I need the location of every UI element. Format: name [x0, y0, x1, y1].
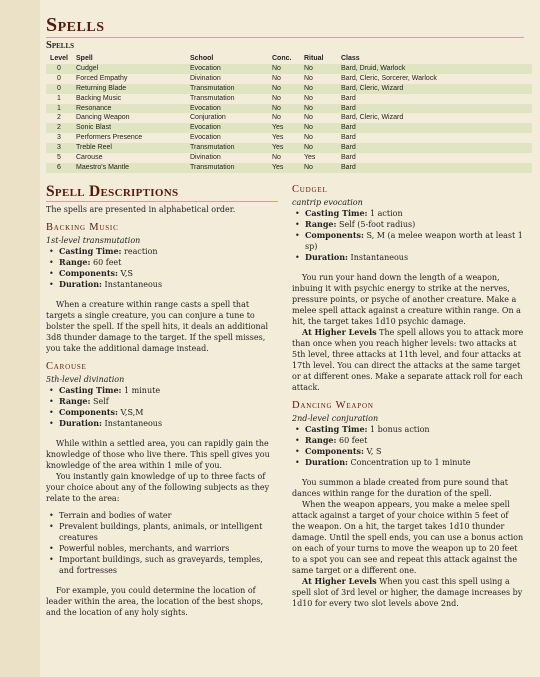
cell-concentration: No: [272, 104, 281, 112]
cell-ritual: No: [304, 104, 313, 112]
table-row: [46, 84, 532, 94]
spell-higher-levels: At Higher Levels The spell allows you to attack more than once when you reach higher levels: two attacks at 5th level, three attacks at 11th level, and four attacks at 17th level. You can direct the attacks at the same target or at different ones. Make a separate attack roll for each attack.: [292, 326, 524, 392]
cell-spell: Dancing Weapon: [76, 114, 130, 122]
cell-level: 0: [57, 74, 61, 82]
cell-spell: Forced Empathy: [76, 74, 128, 82]
cell-school: Transmutation: [190, 144, 235, 152]
cell-level: 3: [57, 144, 61, 152]
cell-ritual: No: [304, 84, 313, 92]
cell-spell: Resonance: [76, 104, 112, 112]
table-row: [46, 104, 532, 114]
title-divider: [46, 37, 524, 38]
cell-concentration: No: [272, 74, 281, 82]
header-class: Class: [341, 55, 360, 62]
cell-spell: Maestro's Mantle: [76, 163, 130, 171]
cell-ritual: No: [304, 124, 313, 132]
header-spell: Spell: [76, 55, 93, 62]
table-row: [46, 133, 532, 143]
cell-school: Divination: [190, 154, 221, 162]
property-duration: • Duration: Instantaneous: [305, 252, 524, 263]
cell-level: 5: [57, 154, 61, 162]
spell-body: You instantly gain knowledge of up to three facts of your choice about any of the following subjects as they relate to the area:: [46, 471, 270, 503]
cell-class: Bard, Cleric, Wizard: [341, 114, 404, 122]
cell-school: Transmutation: [190, 163, 235, 171]
property-duration: • Duration: Concentration up to 1 minute: [305, 457, 524, 468]
cell-ritual: Yes: [304, 154, 316, 162]
carouse-subject-list: [46, 510, 278, 576]
spell-body: You summon a blade created from pure sound that dances within range for the duration of the spell.: [292, 477, 508, 498]
cell-class: Bard: [341, 124, 356, 132]
property-range: • Range: 60 feet: [305, 435, 524, 446]
cell-level: 3: [57, 134, 61, 142]
property-casting-time: • Casting Time: 1 action: [305, 208, 524, 219]
property-components: • Components: V, S: [305, 446, 524, 457]
cell-class: Bard: [341, 163, 356, 171]
property-duration: • Duration: Instantaneous: [59, 279, 278, 290]
property-range: • Range: Self (5-foot radius): [305, 219, 524, 230]
list-item: • Prevalent buildings, plants, animals, or intelligent creatures: [59, 521, 278, 543]
table-caption: Spells: [46, 40, 75, 51]
cell-school: Transmutation: [190, 94, 235, 102]
list-item: • Important buildings, such as graveyards, temples, and fortresses: [59, 554, 278, 576]
property-casting-time: • Casting Time: 1 minute: [59, 385, 278, 396]
cell-spell: Returning Blade: [76, 84, 127, 92]
spell-body: For example, you could determine the location of leader within the area, the location of the best shops, and the location of any holy sights.: [46, 585, 264, 617]
cell-spell: Backing Music: [76, 94, 122, 102]
property-components: • Components: V,S: [59, 268, 278, 279]
table-row: [46, 143, 532, 153]
header-concentration: Conc.: [272, 55, 292, 62]
cell-school: Evocation: [190, 64, 221, 72]
cell-ritual: No: [304, 64, 313, 72]
spell-name-backing-music: Backing Music: [46, 221, 119, 233]
spell-type: cantrip evocation: [292, 197, 363, 207]
cell-class: Bard: [341, 154, 356, 162]
cell-concentration: No: [272, 84, 281, 92]
property-components: • Components: S, M (a melee weapon worth at least 1 sp): [305, 230, 524, 252]
spell-name-carouse: Carouse: [46, 360, 87, 372]
table-row: [46, 74, 532, 84]
table-row: [46, 153, 532, 163]
cell-ritual: No: [304, 74, 313, 82]
cell-school: Evocation: [190, 124, 221, 132]
cell-concentration: No: [272, 94, 281, 102]
property-range: • Range: Self: [59, 396, 278, 407]
cell-school: Transmutation: [190, 84, 235, 92]
property-range: • Range: 60 feet: [59, 257, 278, 268]
cell-concentration: No: [272, 64, 281, 72]
page-title: Spells: [46, 14, 105, 36]
spell-body: When the weapon appears, you make a melee spell attack against a target of your choice within 5 feet of the weapon. On a hit, the target takes 1d10 thunder damage. Until the spell ends, you can use a bonus action on each of your turns to move the weapon up to 20 feet to a spot you can see and repeat this attack against the same target or a different one.: [292, 499, 524, 575]
cell-class: Bard, Cleric, Sorcerer, Warlock: [341, 74, 437, 82]
spell-properties: [292, 424, 524, 468]
cell-ritual: No: [304, 94, 313, 102]
cell-level: 1: [57, 94, 61, 102]
right-column: [292, 183, 524, 618]
cell-concentration: No: [272, 114, 281, 122]
spell-body: While within a settled area, you can rapidly gain the knowledge of those who live there. This spell gives you knowledge of the area within 1 mile of you.: [46, 438, 270, 470]
table-row: [46, 113, 532, 123]
spells-table: [46, 54, 532, 173]
cell-concentration: Yes: [272, 144, 284, 152]
property-duration: • Duration: Instantaneous: [59, 418, 278, 429]
header-ritual: Ritual: [304, 55, 324, 62]
cell-class: Bard: [341, 94, 356, 102]
cell-ritual: No: [304, 144, 313, 152]
header-school: School: [190, 55, 214, 62]
cell-level: 1: [57, 104, 61, 112]
cell-school: Evocation: [190, 104, 221, 112]
cell-spell: Carouse: [76, 154, 103, 162]
spell-name-cudgel: Cudgel: [292, 183, 328, 195]
cell-concentration: No: [272, 154, 281, 162]
list-item: • Powerful nobles, merchants, and warriors: [59, 543, 278, 554]
table-header-row: [46, 54, 532, 64]
cell-class: Bard, Druid, Warlock: [341, 64, 406, 72]
cell-level: 0: [57, 64, 61, 72]
cell-school: Divination: [190, 74, 221, 82]
cell-class: Bard, Cleric, Wizard: [341, 84, 404, 92]
cell-concentration: Yes: [272, 163, 284, 171]
cell-spell: Treble Reel: [76, 144, 112, 152]
property-casting-time: • Casting Time: reaction: [59, 246, 278, 257]
cell-ritual: No: [304, 134, 313, 142]
cell-level: 2: [57, 124, 61, 132]
spell-properties: [46, 246, 278, 290]
property-components: • Components: V,S,M: [59, 407, 278, 418]
cell-level: 0: [57, 84, 61, 92]
section-heading-descriptions: Spell Descriptions: [46, 182, 179, 200]
spell-name-dancing-weapon: Dancing Weapon: [292, 399, 374, 411]
spell-type: 5th-level divination: [46, 374, 125, 384]
cell-ritual: No: [304, 163, 313, 171]
cell-class: Bard: [341, 104, 356, 112]
spell-higher-levels: At Higher Levels When you cast this spell using a spell slot of 3rd level or higher, the damage increases by 1d10 for every two slot levels above 2nd.: [292, 575, 523, 608]
cell-ritual: No: [304, 114, 313, 122]
table-row: [46, 123, 532, 133]
spell-type: 1st-level transmutation: [46, 235, 141, 245]
cell-spell: Performers Presence: [76, 134, 143, 142]
spell-body: You run your hand down the length of a weapon, inbuing it with psychic energy to strike at the nerves, pressure points, or psyche of another creature. Make a melee spell attack against a creature within range. On a hit, the target takes 1d10 psychic damage.: [292, 272, 521, 326]
property-casting-time: • Casting Time: 1 bonus action: [305, 424, 524, 435]
header-level: Level: [50, 55, 68, 62]
spell-body: When a creature within range casts a spell that targets a single creature, you can conjure a tune to bolster the spell. If the spell hits, it deals an additional 3d8 thunder damage to the target. If the spell misses, you take the additional damage instead.: [46, 299, 269, 353]
cell-class: Bard: [341, 144, 356, 152]
cell-level: 2: [57, 114, 61, 122]
cell-class: Bard: [341, 134, 356, 142]
cell-concentration: Yes: [272, 124, 284, 132]
spell-properties: [292, 208, 524, 263]
table-row: [46, 64, 532, 74]
descriptions-intro: The spells are presented in alphabetical order.: [46, 204, 236, 214]
cell-school: Evocation: [190, 134, 221, 142]
cell-school: Conjuration: [190, 114, 226, 122]
table-row: [46, 94, 532, 104]
spell-type: 2nd-level conjuration: [292, 413, 379, 423]
table-row: [46, 163, 532, 173]
left-column: [46, 183, 278, 618]
list-item: • Terrain and bodies of water: [59, 510, 278, 521]
cell-spell: Sonic Blast: [76, 124, 112, 132]
cell-spell: Cudgel: [76, 64, 99, 72]
cell-concentration: Yes: [272, 134, 284, 142]
spell-properties: [46, 385, 278, 429]
section-divider: [46, 201, 278, 202]
cell-level: 6: [57, 163, 61, 171]
